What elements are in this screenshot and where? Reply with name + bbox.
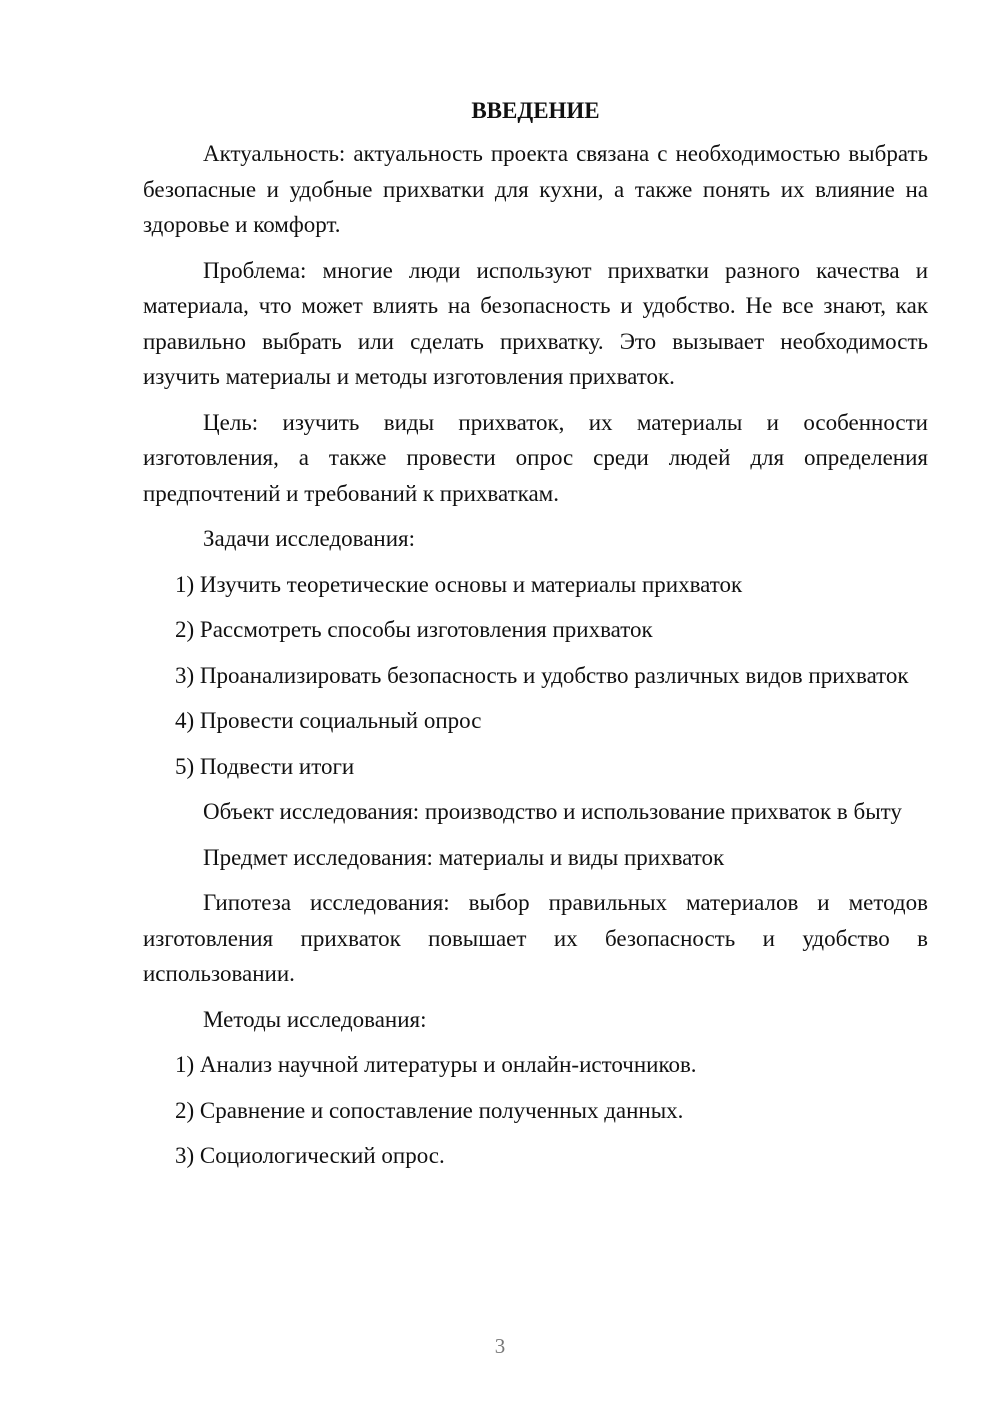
task-item-5: 5) Подвести итоги (175, 753, 355, 779)
page-content (143, 93, 928, 1184)
method-item-3: 3) Социологический опрос. (175, 1143, 445, 1168)
hypothesis-paragraph: Гипотеза исследования: выбор правильных материалов и методов изготовления прихваток повышает их безопасность и удобство в использовании. (143, 890, 928, 986)
relevance-paragraph: Актуальность: актуальность проекта связана с необходимостью выбрать безопасные и удобные прихватки для кухни, а также понять их влияние на здоровье и комфорт. (143, 141, 928, 237)
task-item-4: 4) Провести социальный опрос (175, 708, 482, 733)
method-item-1: 1) Анализ научной литературы и онлайн-источников. (175, 1052, 697, 1077)
methods-title: Методы исследования: (203, 1006, 427, 1032)
task-item-1: 1) Изучить теоретические основы и материалы прихваток (175, 571, 743, 597)
task-item-3: 3) Проанализировать безопасность и удобство различных видов прихваток (175, 662, 909, 688)
subject-paragraph: Предмет исследования: материалы и виды прихваток (203, 844, 725, 870)
tasks-title: Задачи исследования: (203, 526, 416, 551)
problem-paragraph: Проблема: многие люди используют прихватки разного качества и материала, что может влиять на безопасность и удобство. Не все знают, как правильно выбрать или сделать прихватку. Это вызывает необходимость изучить материалы и методы изготовления прихваток. (143, 257, 928, 389)
task-item-2: 2) Рассмотреть способы изготовления прихваток (175, 617, 653, 642)
object-paragraph: Объект исследования: производство и использование прихваток в быту (203, 799, 902, 824)
goal-paragraph: Цель: изучить виды прихваток, их материалы и особенности изготовления, а также провести опрос среди людей для определения предпочтений и требований к прихваткам. (143, 409, 928, 506)
page-number: 3 (494, 1334, 506, 1358)
method-item-2: 2) Сравнение и сопоставление полученных данных. (175, 1097, 684, 1123)
section-heading: ВВЕДЕНИЕ (471, 98, 600, 123)
